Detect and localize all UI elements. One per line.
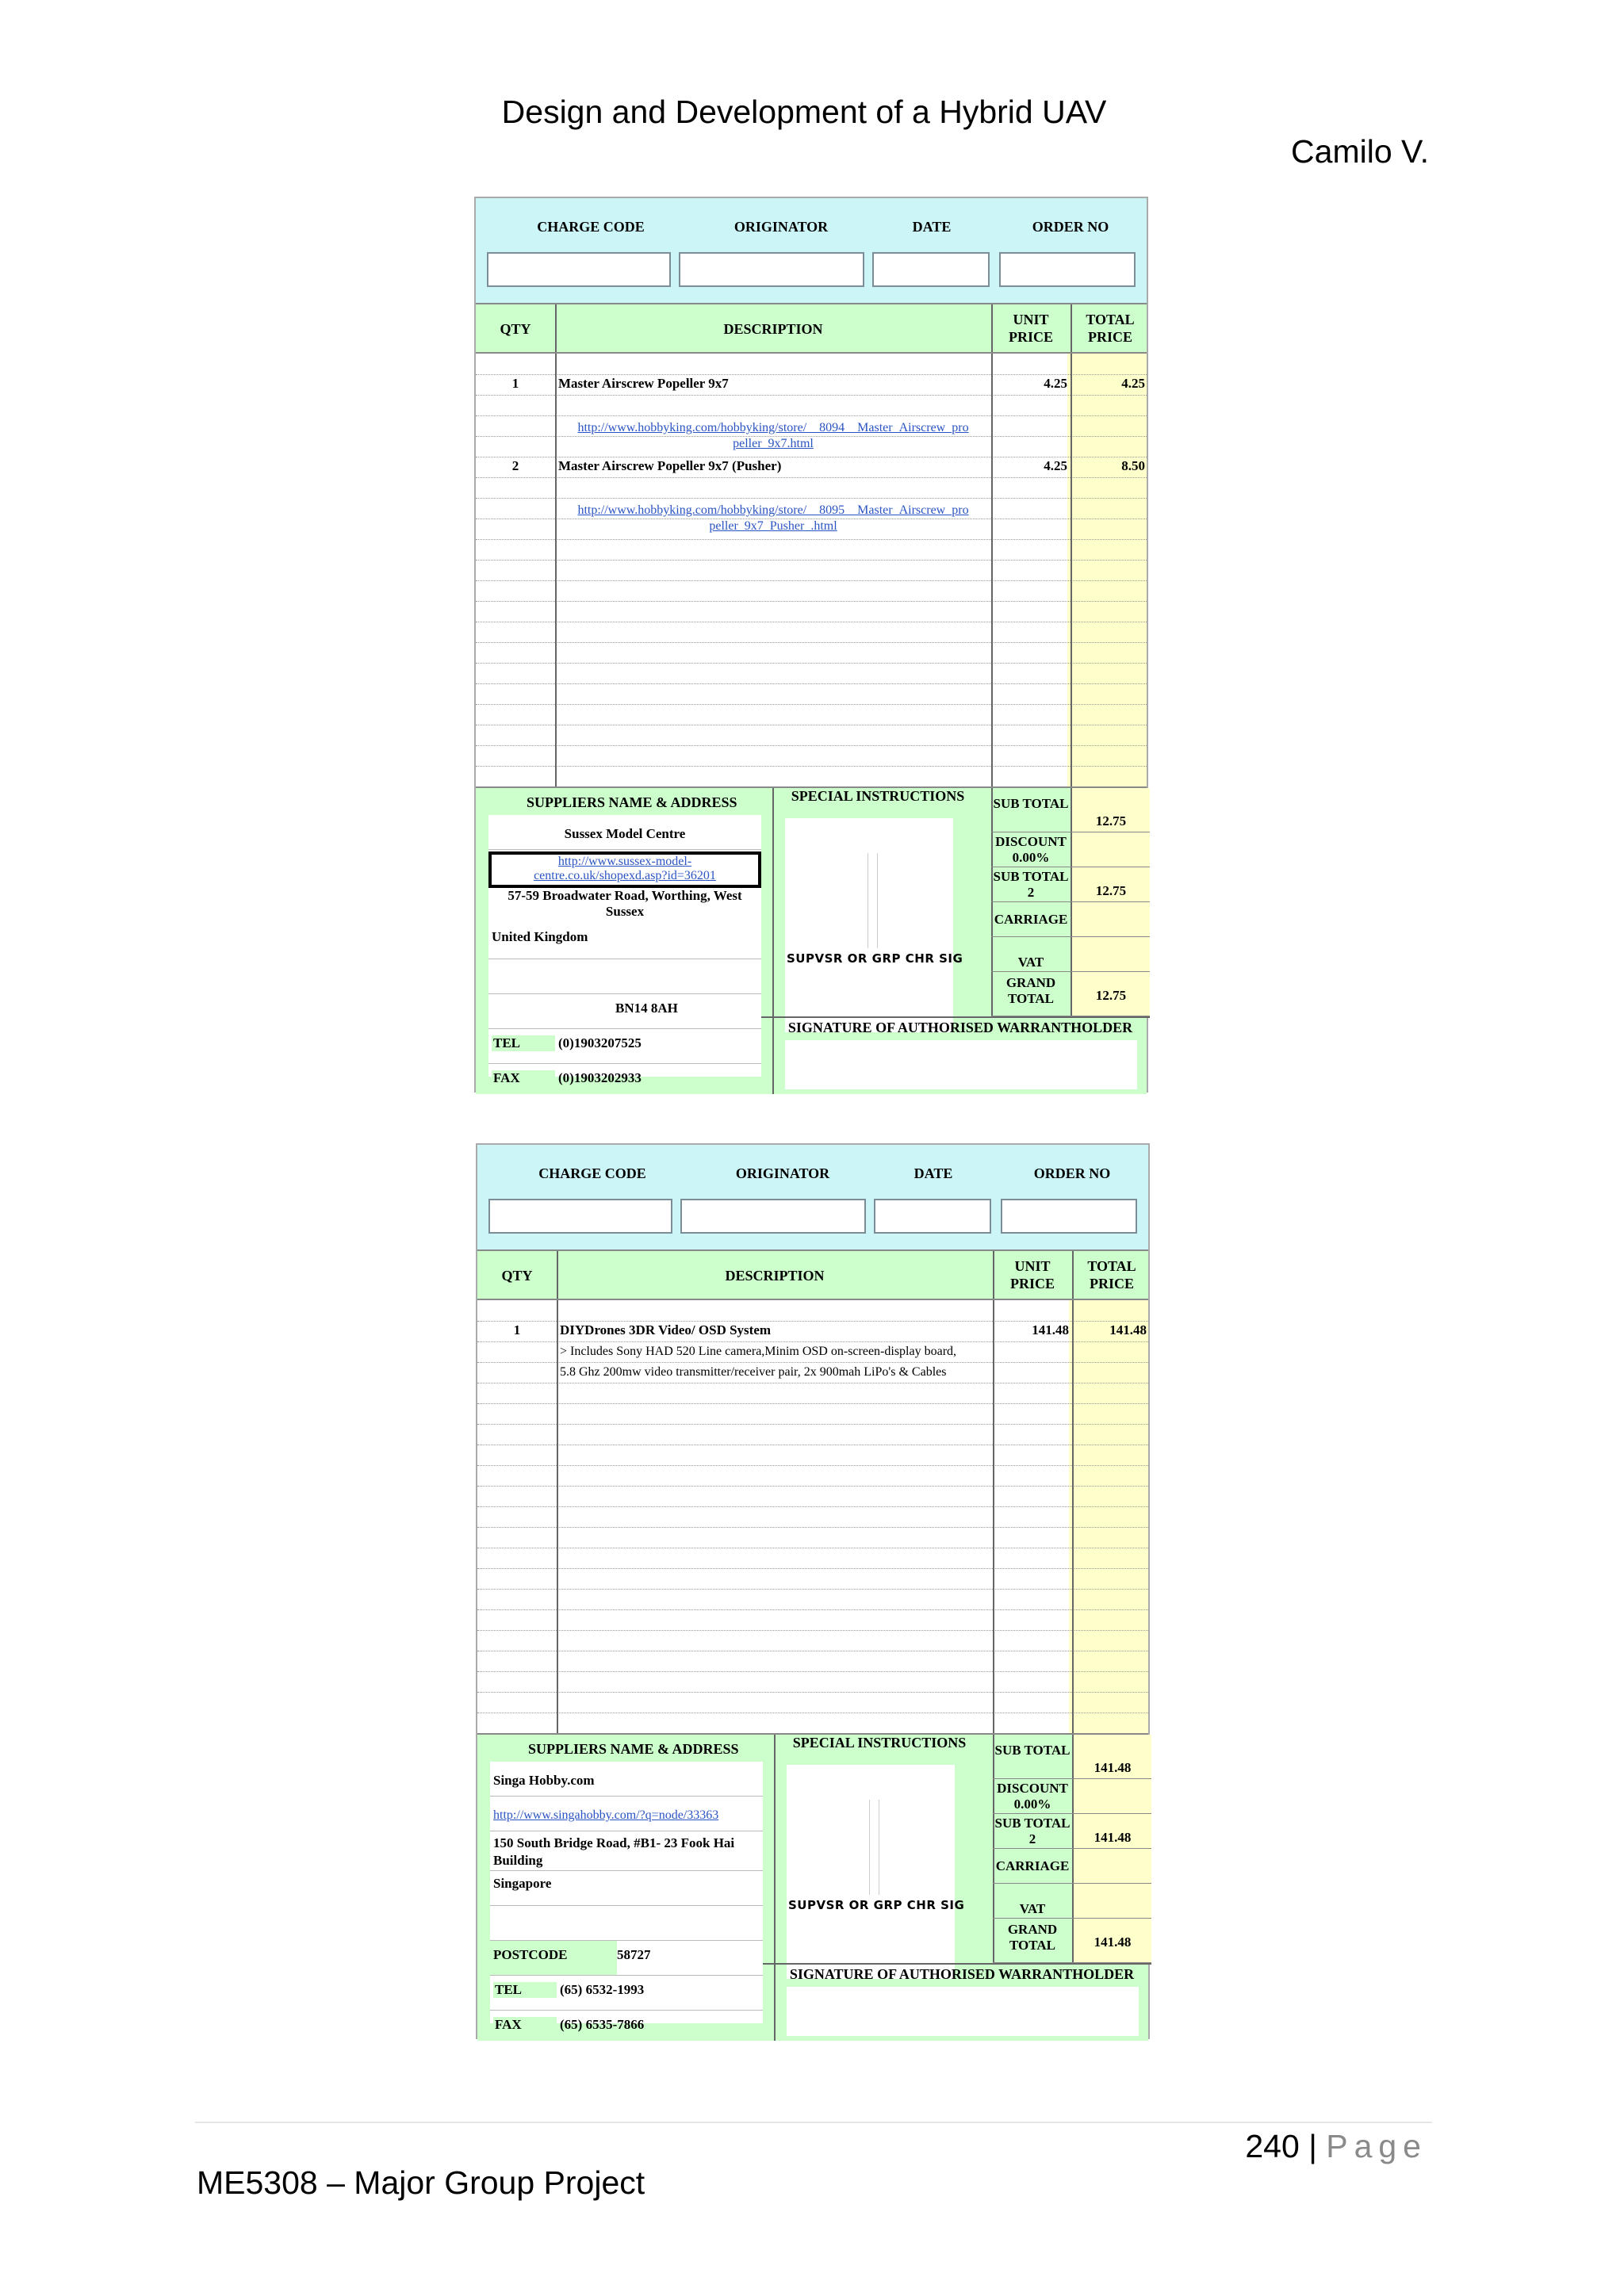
supplier-country: Singapore — [493, 1876, 552, 1891]
supervisor-signature-label: SUPVSR OR GRP CHR SIG — [787, 951, 963, 966]
unit-price-header: UNIT PRICE — [1008, 312, 1053, 345]
grand-total-value: 141.48 — [1072, 1919, 1151, 1962]
supplier-postcode: BN14 8AH — [615, 1001, 678, 1016]
sub-total-2-value: 12.75 — [1071, 867, 1150, 901]
order-no-label: ORDER NO — [1033, 1165, 1111, 1181]
date-label: DATE — [914, 1165, 953, 1181]
supplier-tel: (65) 6532-1993 — [560, 1982, 645, 1997]
charge-code-field[interactable] — [487, 252, 671, 287]
originator-label: ORIGINATOR — [735, 1165, 830, 1181]
special-instructions-field[interactable] — [785, 818, 953, 1032]
description-header: DESCRIPTION — [725, 1268, 825, 1284]
supplier-name: Singa Hobby.com — [493, 1773, 595, 1788]
grand-total-label: GRAND TOTAL — [1007, 1922, 1058, 1953]
vat-label: VAT — [1017, 955, 1044, 970]
date-label: DATE — [912, 219, 952, 235]
discount-value — [1071, 832, 1150, 867]
supplier-fax: (0)1903202933 — [558, 1070, 642, 1085]
supplier-address: 150 South Bridge Road, #B1- 23 Fook Hai Building — [493, 1835, 735, 1868]
suppliers-title: SUPPLIERS NAME & ADDRESS — [528, 1741, 739, 1757]
supplier-tel: (0)1903207525 — [558, 1035, 642, 1050]
date-field[interactable] — [872, 252, 990, 287]
totals-panel — [993, 1735, 1151, 1965]
tel-label: TEL — [492, 1035, 555, 1051]
carriage-value — [1072, 1849, 1151, 1883]
unit-price-header: UNIT PRICE — [1009, 1258, 1055, 1292]
order-form-2 — [476, 1143, 1150, 2039]
item-qty: 2 — [511, 458, 519, 473]
charge-code-field[interactable] — [488, 1199, 672, 1234]
item-unit-price: 4.25 — [1044, 458, 1067, 473]
order-footer-band — [476, 786, 1147, 1094]
description-header: DESCRIPTION — [723, 321, 823, 337]
sub-total-label: SUB TOTAL — [994, 1743, 1071, 1758]
supplier-country: United Kingdom — [492, 929, 588, 944]
footer-rule — [195, 2122, 1432, 2123]
page-number-value: 240 — [1245, 2128, 1300, 2164]
item-description: Master Airscrew Popeller 9x7 (Pusher) — [558, 458, 782, 473]
sub-total-2-value: 141.48 — [1072, 1814, 1151, 1848]
special-instructions-title: SPECIAL INSTRUCTIONS — [792, 1735, 967, 1751]
sub-total-value: 141.48 — [1072, 1735, 1151, 1778]
total-price-header: TOTAL PRICE — [1087, 1258, 1136, 1292]
item-note: > Includes Sony HAD 520 Line camera,Minim OSD on-screen-display board, 5.8 Ghz 200mw video transmitter/receiver pair, 2x 900mah LiPo's & Cables — [560, 1345, 957, 1379]
date-field[interactable] — [874, 1199, 991, 1234]
vat-label: VAT — [1019, 1901, 1046, 1916]
discount-percent: 0.00% — [1012, 850, 1050, 865]
supplier-panel — [488, 815, 761, 1085]
vat-value — [1071, 937, 1150, 971]
order-header-band — [477, 1145, 1148, 1251]
signature-field[interactable] — [787, 1987, 1139, 2036]
qty-header: QTY — [500, 321, 531, 337]
column-header-band — [476, 304, 1147, 354]
supplier-link[interactable]: http://www.sussex-model- centre.co.uk/shopexd.asp?id=36201 — [488, 851, 761, 888]
item-description: Master Airscrew Popeller 9x7 — [558, 376, 729, 391]
supervisor-signature-label: SUPVSR OR GRP CHR SIG — [788, 1898, 965, 1912]
vat-value — [1072, 1884, 1151, 1918]
page-word: Page — [1326, 2128, 1427, 2164]
fax-label: FAX — [493, 2017, 557, 2033]
special-instructions-field[interactable] — [787, 1765, 955, 1979]
discount-label: DISCOUNT — [997, 1781, 1068, 1796]
item-qty: 1 — [513, 1322, 521, 1337]
line-items-area — [476, 354, 1147, 786]
item-total-price: 8.50 — [1121, 458, 1145, 473]
total-column — [1067, 354, 1147, 786]
carriage-value — [1071, 902, 1150, 936]
supplier-postcode: 58727 — [617, 1947, 651, 1962]
carriage-label: CARRIAGE — [994, 912, 1068, 927]
totals-panel — [991, 788, 1150, 1018]
discount-value — [1072, 1779, 1151, 1813]
originator-field[interactable] — [680, 1199, 866, 1234]
line-items-area — [477, 1300, 1148, 1733]
tel-label: TEL — [493, 1982, 557, 1998]
charge-code-label: CHARGE CODE — [537, 219, 645, 235]
charge-code-label: CHARGE CODE — [538, 1165, 646, 1181]
order-no-field[interactable] — [999, 252, 1136, 287]
discount-percent: 0.00% — [1013, 1797, 1051, 1812]
supplier-link[interactable]: http://www.singahobby.com/?q=node/33363 — [493, 1808, 719, 1822]
total-price-header: TOTAL PRICE — [1086, 312, 1135, 345]
page-number: 240 | Page — [1245, 2128, 1427, 2164]
grand-total-label: GRAND TOTAL — [1005, 975, 1056, 1006]
originator-field[interactable] — [679, 252, 864, 287]
item-total-price: 4.25 — [1121, 376, 1145, 391]
grand-total-value: 12.75 — [1071, 972, 1150, 1016]
supplier-name: Sussex Model Centre — [564, 826, 686, 841]
order-header-band — [476, 198, 1147, 304]
fax-label: FAX — [492, 1070, 555, 1086]
sub-total-2-label: SUB TOTAL 2 — [993, 869, 1069, 900]
column-header-band — [477, 1251, 1148, 1300]
supplier-address: 57-59 Broadwater Road, Worthing, West Sussex — [508, 888, 742, 919]
originator-label: ORIGINATOR — [733, 219, 829, 235]
item-unit-price: 141.48 — [1032, 1322, 1069, 1337]
order-no-label: ORDER NO — [1032, 219, 1109, 235]
order-form-1 — [474, 197, 1148, 1093]
supplier-fax: (65) 6535-7866 — [560, 2017, 645, 2032]
item-link[interactable]: http://www.hobbyking.com/hobbyking/store/__8094__Master_Airscrew_pro peller_9x7.html — [577, 421, 969, 450]
sub-total-2-label: SUB TOTAL 2 — [994, 1816, 1071, 1846]
document-title: Design and Development of a Hybrid UAV — [501, 94, 1107, 130]
item-description: DIYDrones 3DR Video/ OSD System — [560, 1322, 772, 1337]
order-footer-band — [477, 1733, 1148, 2041]
sub-total-label: SUB TOTAL — [993, 796, 1069, 811]
sub-total-value: 12.75 — [1071, 788, 1150, 832]
item-unit-price: 4.25 — [1044, 376, 1067, 391]
supplier-panel — [490, 1762, 763, 2032]
course-footer: ME5308 – Major Group Project — [197, 2164, 645, 2201]
qty-header: QTY — [501, 1268, 533, 1284]
signature-field[interactable] — [785, 1040, 1137, 1089]
discount-label: DISCOUNT — [995, 834, 1067, 849]
order-no-field[interactable] — [1001, 1199, 1137, 1234]
postcode-label: POSTCODE — [490, 1941, 617, 1976]
document-author: Camilo V. — [1291, 133, 1429, 170]
signature-title: SIGNATURE OF AUTHORISED WARRANTHOLDER — [787, 1020, 1133, 1035]
signature-title: SIGNATURE OF AUTHORISED WARRANTHOLDER — [789, 1966, 1135, 1982]
item-qty: 1 — [511, 376, 519, 391]
total-column — [1069, 1300, 1148, 1733]
item-total-price: 141.48 — [1109, 1322, 1147, 1337]
item-link[interactable]: http://www.hobbyking.com/hobbyking/store/__8095__Master_Airscrew_pro peller_9x7_Pusher_.html — [577, 503, 969, 533]
carriage-label: CARRIAGE — [995, 1858, 1070, 1873]
suppliers-title: SUPPLIERS NAME & ADDRESS — [527, 794, 737, 810]
special-instructions-title: SPECIAL INSTRUCTIONS — [791, 788, 965, 804]
